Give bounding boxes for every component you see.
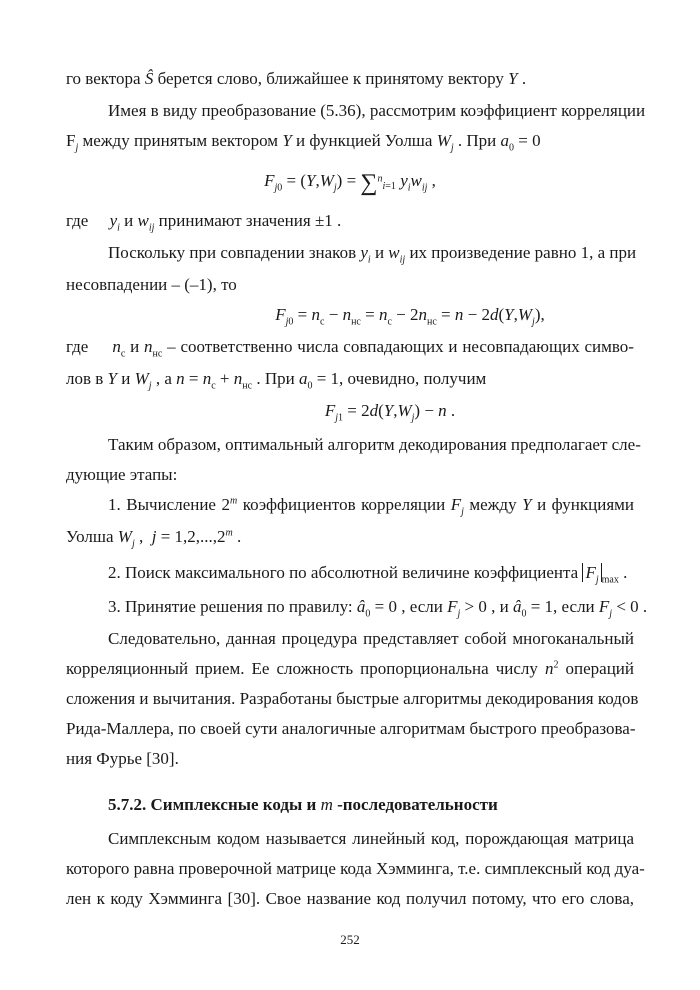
text-line-20: Симплексным кодом называется линейный код, порождающая матрица xyxy=(108,829,634,848)
page-number: 252 xyxy=(340,932,360,947)
text-line-1: го вектора Ŝ берется слово, ближайшее к принятому вектору Y . xyxy=(66,69,527,88)
text-line-5: Поскольку при совпадении знаков $y_i$ и $w_{ij}$ их произведение равно 1, а при xyxy=(108,243,637,266)
formula-2: $F_{j0} = n_с - n_{нс} = n_с - 2n_{нс} = n - 2d(Y,W_j)$, xyxy=(275,305,545,328)
text-line-13: 2. Поиск максимального по абсолютной величине коэффициента $F_j$ $_{max}$ . xyxy=(108,563,628,586)
text-line-11: 1. Вычисление 2$^m$ коэффициентов корреляции $F_j$ между Y и функциями xyxy=(108,495,634,518)
text-line-14: 3. Принятие решения по правилу: $â_0 = 0$ , если $F_j > 0$ , и $â_0 = 1$, если $F_j < 0$ . xyxy=(108,597,648,620)
text-line-6: несовпадении – (–1), то xyxy=(66,275,237,294)
text-line-22: лен к коду Хэмминга [30]. Свое название код получил потому, что его слова, xyxy=(66,889,634,908)
text-line-15: Следовательно, данная процедура представляет собой многоканальный xyxy=(108,629,634,648)
section-heading: 5.7.2. Симплексные коды и m -последовательности xyxy=(108,795,498,814)
text-line-21: которого равна проверочной матрице кода Хэмминга, т.е. симплексный код дуа- xyxy=(66,859,645,878)
text-line-18: Рида-Маллера, по своей сути аналогичные алгоритмам быстрого преобразова- xyxy=(66,719,636,738)
text-line-16: корреляционный прием. Ее сложность пропорциональна числу $n^2$ операций xyxy=(66,659,634,678)
text-line-19: ния Фурье [30]. xyxy=(66,749,179,768)
text-line-2: Имея в виду преобразование (5.36), рассмотрим коэффициент корреляции xyxy=(108,101,646,120)
formula-1: $F_{j0} = (Y,W_j) = \sum^n_{i=1}$ $y_iw_{ij}$ , xyxy=(264,170,436,196)
text-line-12: Уолша $W_j$ , $j = 1,2,...,2^m$ . xyxy=(66,527,242,550)
text-line-4: где $y_i$ и $w_{ij}$ принимают значения ±1 . xyxy=(66,211,342,234)
text-line-8: лов в Y и $W_j$ , а $n = n_с + n_{нс}$ . При $a_0 = 1$, очевидно, получим xyxy=(66,369,487,392)
text-line-3: $F_j$ между принятым вектором Y и функцией Уолша $W_j$ . При $a_0 = 0$ xyxy=(66,131,541,154)
text-line-9: Таким образом, оптимальный алгоритм декодирования предполагает сле- xyxy=(108,435,641,454)
text-line-10: дующие этапы: xyxy=(66,465,178,484)
formula-3: $F_{j1} = 2d(Y,W_j) - n$ . xyxy=(324,401,456,424)
text-line-17: сложения и вычитания. Разработаны быстрые алгоритмы декодирования кодов xyxy=(66,689,639,708)
text-line-7: где $n_с$ и $n_{нс}$ – соответственно числа совпадающих и несовпадающих симво- xyxy=(66,337,634,360)
